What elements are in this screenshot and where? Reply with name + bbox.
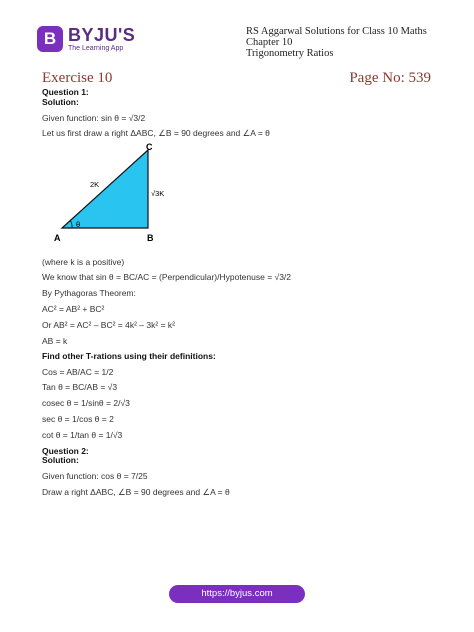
document-title xyxy=(246,26,456,59)
title-line-2: Trigonometry Ratios xyxy=(246,48,334,59)
angle-theta-label: θ xyxy=(76,220,81,229)
find-ratios-heading: Find other T-rations using their definitions: xyxy=(42,351,216,361)
solution-2-label: Solution: xyxy=(42,455,79,465)
ratio-line: cosec θ = 1/sinθ = 2/√3 xyxy=(42,398,130,408)
right-triangle-diagram xyxy=(50,140,180,245)
step-line: AB = k xyxy=(42,336,68,346)
logo-tagline: The Learning App xyxy=(68,45,124,52)
q2-given: Given function: cos θ = 7/25 xyxy=(42,471,148,481)
vertex-b-label: B xyxy=(147,233,154,243)
exercise-heading: Exercise 10 xyxy=(42,70,113,86)
page-number: Page No: 539 xyxy=(349,70,431,86)
title-line-1: RS Aggarwal Solutions for Class 10 Maths Chapter 10 xyxy=(246,26,427,48)
step-line: By Pythagoras Theorem: xyxy=(42,288,136,298)
hypotenuse-label: 2K xyxy=(90,180,100,189)
opposite-side-label: √3K xyxy=(151,189,165,198)
step-line: Or AB² = AC² – BC² = 4k² – 3k² = k² xyxy=(42,320,175,330)
step-line: (where k is a positive) xyxy=(42,257,125,267)
q2-draw-instruction: Draw a right ΔABC, ∠B = 90 degrees and ∠A = θ xyxy=(42,487,230,497)
q1-given: Given function: sin θ = √3/2 xyxy=(42,113,146,123)
ratio-line: Tan θ = BC/AB = √3 xyxy=(42,382,118,392)
logo-text xyxy=(68,26,135,52)
ratio-line: sec θ = 1/cos θ = 2 xyxy=(42,414,114,424)
vertex-c-label: C xyxy=(146,142,153,152)
question-2-label: Question 2: xyxy=(42,446,89,456)
triangle-shape xyxy=(62,150,148,228)
logo-name: BYJU'S xyxy=(68,25,136,45)
byjus-logo xyxy=(37,26,135,52)
vertex-a-label: A xyxy=(54,233,61,243)
solution-1-label: Solution: xyxy=(42,97,79,107)
q1-draw-instruction: Let us first draw a right ΔABC, ∠B = 90 degrees and ∠A = θ xyxy=(42,128,270,138)
logo-badge-icon: B xyxy=(37,26,63,52)
step-line: AC² = AB² + BC² xyxy=(42,304,105,314)
ratio-line: Cos = AB/AC = 1/2 xyxy=(42,367,114,377)
footer-url-link[interactable]: https://byjus.com xyxy=(169,585,305,603)
ratio-line: cot θ = 1/tan θ = 1/√3 xyxy=(42,430,123,440)
question-1-label: Question 1: xyxy=(42,87,89,97)
step-line: We know that sin θ = BC/AC = (Perpendicular)/Hypotenuse = √3/2 xyxy=(42,272,292,282)
